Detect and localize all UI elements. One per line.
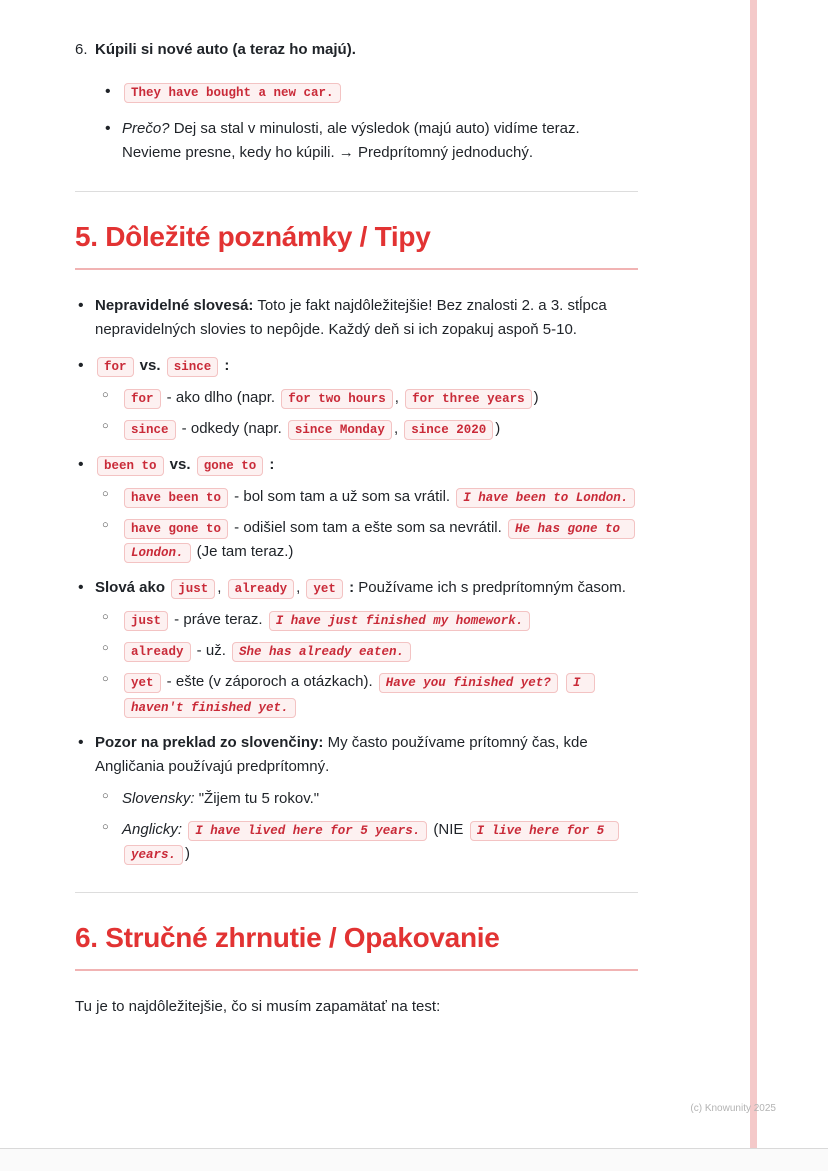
- code-chip: since: [124, 420, 176, 440]
- code-chip: for three years: [405, 389, 532, 409]
- code-chip: been to: [97, 456, 164, 476]
- list-item: [95, 608, 638, 632]
- code-chip: already: [124, 642, 191, 662]
- list-item-text: [122, 516, 638, 565]
- section-5-list: [75, 294, 638, 867]
- numbered-item-6: [75, 38, 638, 62]
- list-item: [95, 417, 638, 441]
- code-chip: I have lived here for 5 years.: [188, 821, 427, 841]
- section-5-heading: 5. Dôležité poznámky / Tipy: [75, 221, 431, 253]
- text-segment: Anglicky:: [122, 820, 183, 838]
- list-item: [95, 516, 638, 565]
- text-segment: [560, 673, 564, 690]
- text-segment: :: [344, 579, 355, 597]
- text-segment: Dej sa stal v minulosti, ale výsledok (majú auto) vidíme teraz. Nevieme presne, kedy ho kúpili. → Predprítomný jednoduchý.: [122, 119, 580, 161]
- code-chip: for: [97, 357, 134, 377]
- code-chip: for two hours: [281, 389, 393, 409]
- section-6-heading-underline: [75, 969, 638, 971]
- list-item-text: [122, 485, 638, 509]
- text-segment: - ešte (v záporoch a otázkach).: [162, 673, 377, 691]
- code-chip: since: [167, 357, 219, 377]
- list-item: [75, 576, 638, 718]
- copyright-notice: (c) Knowunity 2025: [690, 1103, 776, 1114]
- list-item-text: [95, 294, 638, 343]
- text-segment: Slová ako: [95, 579, 170, 597]
- list-item-text: [122, 608, 638, 632]
- sublist: [95, 787, 638, 867]
- list-item: [75, 453, 638, 564]
- code-chip: yet: [124, 673, 161, 693]
- code-chip: have been to: [124, 488, 228, 508]
- text-segment: Slovensky:: [122, 789, 195, 807]
- text-segment: Používame ich s predprítomným časom.: [354, 579, 626, 597]
- code-chip: since Monday: [288, 420, 392, 440]
- section-divider: [75, 892, 638, 893]
- list-item: [95, 386, 638, 410]
- code-chip: since 2020: [404, 420, 493, 440]
- code-chip: I haven't finished yet.: [124, 673, 595, 717]
- list-item-text: [122, 386, 638, 410]
- text-segment: (Je tam teraz.): [192, 543, 294, 561]
- text-segment: ): [533, 388, 539, 406]
- text-segment: :: [265, 456, 275, 474]
- code-chip: just: [124, 611, 168, 631]
- document-content: [75, 38, 638, 1019]
- text-segment: :: [220, 357, 230, 375]
- section-6-intro: Tu je to najdôležitejšie, čo si musím zapamätať na test:: [75, 998, 441, 1016]
- list-item-text: [95, 731, 638, 780]
- list-item: [102, 117, 638, 166]
- code-chip: Have you finished yet?: [379, 673, 558, 693]
- text-segment: - ako dlho (napr.: [162, 388, 280, 406]
- list-item: [95, 818, 638, 867]
- section-5-heading-underline: [75, 268, 638, 270]
- item-number: 6.: [75, 41, 88, 58]
- section-6-heading: 6. Stručné zhrnutie / Opakovanie: [75, 922, 500, 954]
- page-accent-line: [750, 0, 757, 1148]
- text-segment: Nepravidelné slovesá:: [95, 296, 254, 314]
- text-segment: vs.: [135, 357, 165, 375]
- code-chip: gone to: [197, 456, 264, 476]
- list-item-text: [122, 639, 638, 663]
- list-item-text: [122, 117, 638, 166]
- code-chip: for: [124, 389, 161, 409]
- list-item-text: [95, 354, 638, 378]
- code-chip: He has gone to London.: [124, 519, 635, 563]
- sublist: [95, 485, 638, 565]
- code-chip: yet: [306, 579, 343, 599]
- code-chip: have gone to: [124, 519, 228, 539]
- code-chip: I have been to London.: [456, 488, 635, 508]
- list-item: [95, 787, 638, 811]
- code-chip: They have bought a new car.: [124, 83, 341, 103]
- list-item: [102, 80, 638, 104]
- code-chip: already: [228, 579, 295, 599]
- text-segment: Prečo?: [122, 119, 170, 137]
- list-item-text: [95, 576, 638, 600]
- list-item: [95, 670, 638, 719]
- text-segment: - práve teraz.: [170, 610, 267, 628]
- code-chip: I have just finished my homework.: [269, 611, 531, 631]
- text-segment: (NIE: [429, 820, 468, 838]
- text-segment: My často používame prítomný čas, kde Angličania používajú predprítomný.: [95, 733, 588, 776]
- text-segment: Toto je fakt najdôležitejšie! Bez znalosti 2. a 3. stĺpca nepravidelných slovies to nepôjde. Každý deň si ich zopakuj aspoň 5-10.: [95, 296, 607, 339]
- list-item: [75, 294, 638, 343]
- text-segment: - bol som tam a už som sa vrátil.: [230, 487, 455, 505]
- sublist: [95, 608, 638, 719]
- text-segment: - odkedy (napr.: [177, 419, 286, 437]
- text-segment: - už.: [192, 642, 231, 660]
- sublist: [95, 386, 638, 442]
- text-segment: - odišiel som tam a ešte som sa nevrátil.: [230, 518, 506, 536]
- item-title: Kúpili si nové auto (a teraz ho majú).: [95, 41, 356, 58]
- text-segment: vs.: [165, 456, 195, 474]
- list-item: [95, 485, 638, 509]
- text-segment: ,: [394, 388, 404, 406]
- list-item: [75, 731, 638, 866]
- code-chip: just: [171, 579, 215, 599]
- list-item-text: [122, 818, 638, 867]
- text-segment: "Žijem tu 5 rokov.": [194, 789, 320, 807]
- list-item-text: [122, 787, 638, 811]
- list-item-text: [122, 417, 638, 441]
- text-segment: ): [495, 419, 501, 437]
- code-chip: I live here for 5 years.: [124, 821, 619, 865]
- text-segment: ,: [217, 579, 226, 597]
- list-item-text: [122, 80, 638, 104]
- text-segment: ): [185, 845, 191, 863]
- section-divider: [75, 191, 638, 192]
- text-segment: ,: [393, 419, 403, 437]
- list-item-text: [122, 670, 638, 719]
- item6-bullet-list: [102, 80, 638, 165]
- list-item: [95, 639, 638, 663]
- list-item: [75, 354, 638, 441]
- text-segment: ,: [296, 579, 305, 597]
- list-item-text: [95, 453, 638, 477]
- code-chip: She has already eaten.: [232, 642, 411, 662]
- text-segment: [182, 821, 186, 838]
- text-segment: Pozor na preklad zo slovenčiny:: [95, 733, 324, 751]
